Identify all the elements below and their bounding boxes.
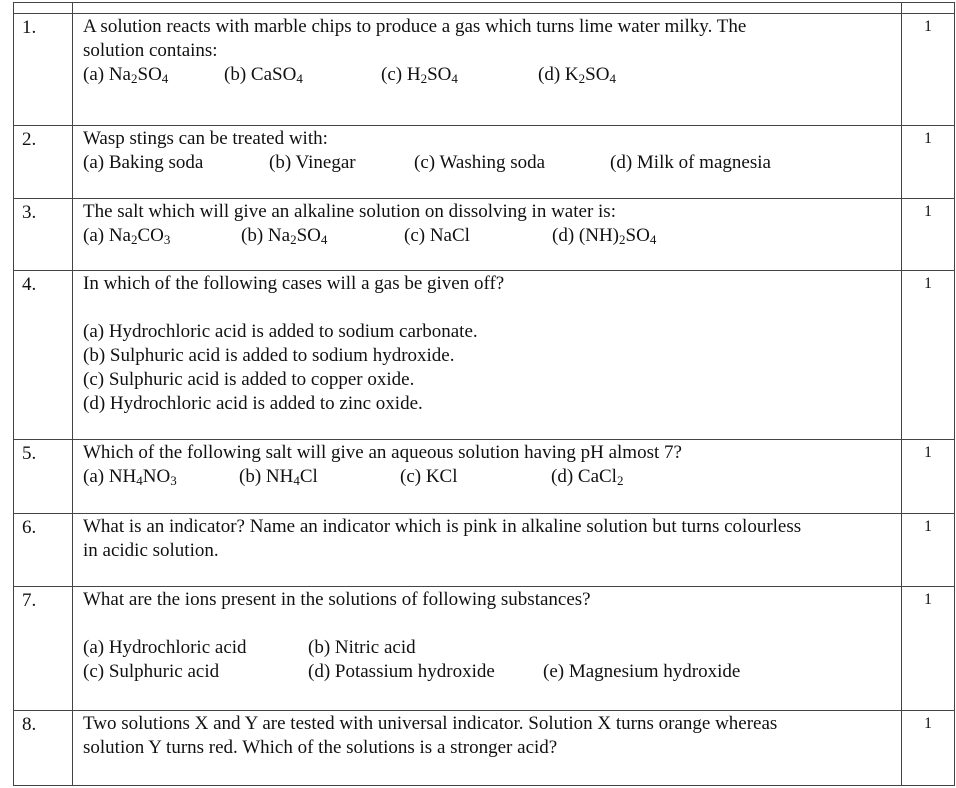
question-text-line: In which of the following cases will a gas be given off? [83,273,505,294]
question-marks: 1 [902,126,955,199]
option: (a) Hydrochloric acid [83,637,247,658]
option: (c) NaCl [404,225,470,246]
options-row [83,636,893,660]
question-marks: 1 [902,440,955,514]
question-row [14,126,955,199]
question-row [14,587,955,711]
option: (a) $NH_4NO_3$ [83,466,177,488]
spacer [83,296,893,320]
question-row [14,199,955,271]
options-row [83,151,893,175]
empty-cell [902,3,955,14]
question-number: 1. [14,14,73,126]
option: (b) $NH_4Cl$ [239,466,318,488]
empty-cell [73,3,902,14]
question-marks: 1 [902,199,955,271]
question-content [73,711,902,786]
question-content [73,126,902,199]
question-row [14,271,955,440]
option: (e) Magnesium hydroxide [543,661,741,682]
question-marks: 1 [902,271,955,440]
question-content [73,14,902,126]
option-line: (d) Hydrochloric acid is added to zinc oxide. [83,393,423,414]
options-row [83,63,893,87]
option: (d) Milk of magnesia [610,152,771,173]
option-line: (a) Hydrochloric acid is added to sodium carbonate. [83,321,478,342]
option: (d) Potassium hydroxide [308,661,495,682]
option: (a) $Na_2SO_4$ [83,64,169,86]
options-row [83,224,893,248]
question-row [14,14,955,126]
option: (c) Washing soda [414,152,546,173]
option: (b) Vinegar [269,152,356,173]
option: (a) $Na_2CO_3$ [83,225,171,247]
option: (b) Nitric acid [308,637,416,658]
question-row [14,440,955,514]
question-marks: 1 [902,14,955,126]
question-marks: 1 [902,587,955,711]
question-row [14,514,955,587]
question-content [73,199,902,271]
options-row [83,660,893,684]
question-text-line: solution Y turns red. Which of the solutions is a stronger acid? [83,737,558,758]
question-text-line: Two solutions X and Y are tested with universal indicator. Solution X turns orange whereas [83,713,778,734]
option: (b) $Na_2SO_4$ [241,225,328,247]
question-text-line: Wasp stings can be treated with: [83,128,328,149]
question-text-line: The salt which will give an alkaline solution on dissolving in water is: [83,201,616,222]
question-number: 3. [14,199,73,271]
option: (d) CaCl$_2$ [551,466,624,488]
question-marks: 1 [902,711,955,786]
question-number: 2. [14,126,73,199]
option: (c) Sulphuric acid [83,661,220,682]
question-text-line: Which of the following salt will give an aqueous solution having pH almost 7? [83,442,682,463]
question-text-line: A solution reacts with marble chips to produce a gas which turns lime water milky. The [83,16,747,37]
spacer [83,612,893,636]
question-table [13,2,955,786]
question-number: 7. [14,587,73,711]
question-text-line: solution contains: [83,40,218,61]
question-text-line: What are the ions present in the solutions of following substances? [83,589,591,610]
question-content [73,587,902,711]
option-line: (b) Sulphuric acid is added to sodium hydroxide. [83,345,455,366]
table-top-row [14,3,955,14]
option: (c) $H_2SO_4$ [381,64,458,86]
question-table-body [14,3,955,786]
options-row [83,465,893,489]
option: (d) $(NH)_2SO_4$ [552,225,657,247]
option: (b) CaSO$_4$ [224,64,303,86]
question-row [14,711,955,786]
question-number: 4. [14,271,73,440]
option: (d) $K_2SO_4$ [538,64,616,86]
question-content [73,440,902,514]
empty-cell [14,3,73,14]
question-number: 5. [14,440,73,514]
question-number: 8. [14,711,73,786]
question-content [73,271,902,440]
option: (a) Baking soda [83,152,204,173]
question-marks: 1 [902,514,955,587]
question-text-line: in acidic solution. [83,540,219,561]
question-number: 6. [14,514,73,587]
option-line: (c) Sulphuric acid is added to copper oxide. [83,369,415,390]
option: (c) KCl [400,466,458,487]
question-content [73,514,902,587]
question-text-line: What is an indicator? Name an indicator which is pink in alkaline solution but turns colourless [83,516,802,537]
